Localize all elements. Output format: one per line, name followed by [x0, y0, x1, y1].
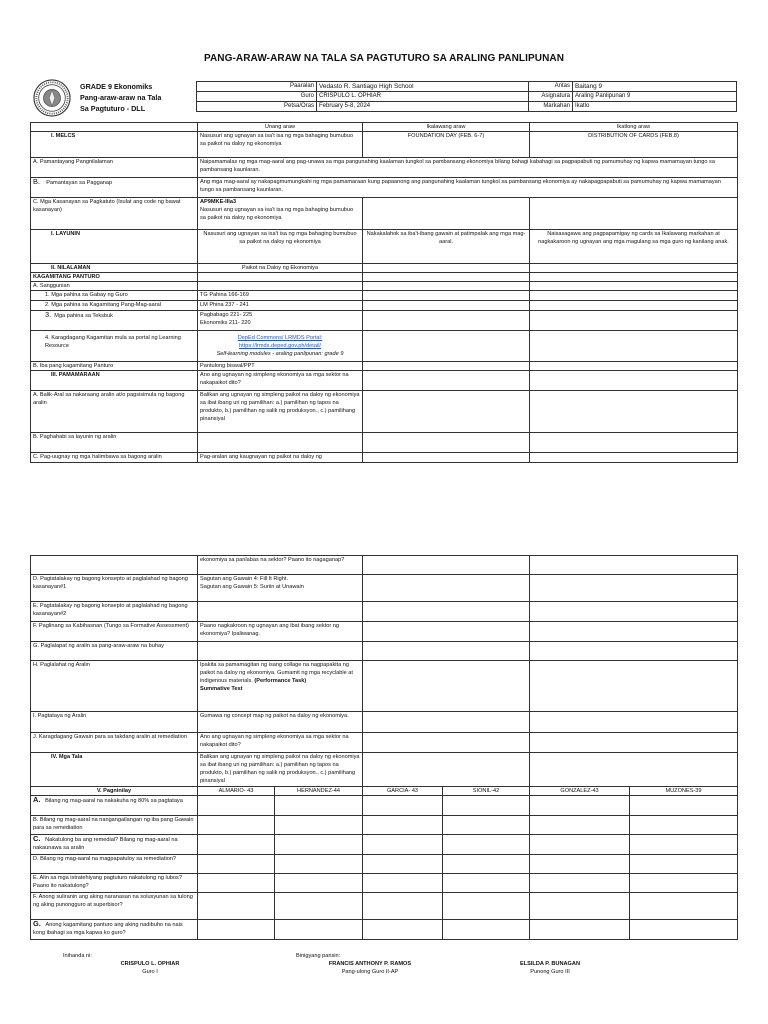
generalization-value — [198, 661, 363, 712]
blank-cell — [530, 371, 738, 391]
examples-row — [31, 453, 738, 463]
head-teacher-name: FRANCIS ANTHONY P. RAMOS — [328, 961, 412, 967]
reflection-d-label: D. Bilang ng mag-aaral na magpapatuloy sa remediation? — [31, 855, 198, 874]
dll-table-page-2 — [30, 555, 738, 940]
blank-cell — [530, 433, 738, 453]
blank-cell — [630, 796, 738, 816]
date-value: February 5-8, 2024 — [317, 102, 529, 112]
generalization-text: Ipakita sa pamamagitan ng isang collage na nagpapakita ng paikot na daloy ng ekonomiya. Gumamit ng mga recyclable at indigenous materials. — [200, 662, 353, 684]
blank-cell — [443, 855, 530, 874]
other-materials-row — [31, 362, 738, 371]
evaluation-row — [31, 712, 738, 733]
blank-cell — [363, 264, 530, 273]
tg-pages-label: 1. Mga pahina sa Gabay ng Guro — [31, 291, 198, 301]
blank-cell — [198, 642, 363, 661]
textbook-1: Pagbabago 221- 225 — [200, 312, 253, 318]
meta-label: Antas — [529, 82, 573, 92]
generalization-label: H. Paglalahat ng Aralin — [31, 661, 198, 712]
blank-cell — [275, 796, 363, 816]
tg-pages-value: TG Pahina 166-169 — [198, 291, 363, 301]
blank-cell — [443, 816, 530, 835]
dll-header-label — [80, 81, 195, 114]
day-2-header: Ikalawang araw — [363, 123, 530, 132]
blank-cell — [198, 282, 363, 291]
blank-cell — [443, 796, 530, 816]
blank-cell — [630, 874, 738, 893]
reflection-row-a — [31, 796, 738, 816]
letter-b: B. — [33, 177, 40, 186]
procedures-row — [31, 371, 738, 391]
application-row — [31, 642, 738, 661]
blank-cell — [530, 273, 738, 282]
blank-cell — [198, 893, 275, 920]
lm-pages-row — [31, 301, 738, 311]
remarks-row — [31, 753, 738, 787]
remarks-value: Balikan ang ugnayan ng simpleng paikot na daloy ng ekonomiya sa ibat ibang uri ng pamilihan: a.) pamilihan ng tapos na produkto, b.) pamilihan ng salik ng produksyon., c.) pamilihang pinansiyal — [198, 753, 363, 787]
blank-cell — [363, 362, 530, 371]
blank-cell — [363, 301, 530, 311]
dll-table-page-1 — [30, 122, 738, 463]
blank-cell — [530, 796, 630, 816]
blank-cell — [198, 602, 363, 622]
competency-label: C. Mga Kasanayan sa Pagkatuto (Isulat ang code ng bawat kasanayan) — [31, 198, 198, 230]
blank-cell — [198, 433, 363, 453]
blank-cell — [198, 816, 275, 835]
discussion-1-label: D. Pagtatalakay ng bagong konsepto at paglalahad ng bagong kasanayan#1 — [31, 575, 198, 602]
blank-cell — [363, 893, 443, 920]
other-materials-label: B. Iba pang kagamitang Panturo — [31, 362, 198, 371]
blank-cell — [530, 453, 738, 463]
mastery-label: F. Paglinang sa Kabihasnan (Tungo sa Formative Assessment) — [31, 622, 198, 642]
reflection-g-text: Anong kagamitang panturo ang aking nadibuho na nais kong ibahagi sa mga kapwa ko guro? — [33, 922, 183, 936]
blank-cell — [198, 855, 275, 874]
blank-cell — [198, 835, 275, 855]
blank-cell — [363, 796, 443, 816]
performance-task-note: (Performance Task) — [254, 678, 307, 684]
objectives-row — [31, 230, 738, 264]
reflection-a-label — [31, 796, 198, 816]
reflection-row-d — [31, 855, 738, 874]
melcs-label: I. MELCS — [31, 132, 198, 158]
blank-cell — [530, 874, 630, 893]
blank-cell — [443, 874, 530, 893]
lr-portal-label: 4. Karagdagang Kagamitan mula sa portal ng Learning Resource — [31, 331, 198, 362]
textbook-pages-value — [198, 311, 363, 331]
lr-portal-row — [31, 331, 738, 362]
blank-cell — [275, 920, 363, 940]
day-1-header: Unang araw — [198, 123, 363, 132]
day-3-header: Ikatlong araw — [530, 123, 738, 132]
blank-cell — [363, 453, 530, 463]
blank-cell — [198, 920, 275, 940]
melcs-row — [31, 132, 738, 158]
prepared-by-label: Inihanda ni: — [63, 953, 92, 959]
blank-cell — [363, 642, 530, 661]
objectives-label: I. LAYUNIN — [31, 230, 198, 264]
textbook-pages-row — [31, 311, 738, 331]
evaluation-value: Gumawa ng concept map ng paikot na daloy ng ekonomiya. — [198, 712, 363, 733]
content-label: II. NILALAMAN — [31, 264, 198, 273]
blank-cell — [198, 874, 275, 893]
blank-cell — [530, 893, 630, 920]
discussion-2-row — [31, 602, 738, 622]
blank-cell — [275, 893, 363, 920]
meta-label: Paaralan — [197, 82, 317, 92]
quarter-value: Ikatlo — [573, 102, 737, 112]
days-row — [31, 123, 738, 132]
performance-standard-text: Pamantayan sa Pagganap — [46, 180, 113, 186]
content-value: Paikot na Daloy ng Ekonomiya — [198, 264, 363, 273]
reflection-e-label: E. Alin sa mga istratehiyang pagtuturo nakatulong ng lubos? Paano ito nakatulong? — [31, 874, 198, 893]
day-2-event: FOUNDATION DAY (FEB. 6-7) — [363, 132, 530, 158]
letter-a: A. — [33, 795, 41, 804]
blank-cell — [363, 733, 530, 753]
review-value: Balikan ang ugnayan ng simpleng paikot na daloy ng ekonomiya sa ibat ibang uri ng pamilihan: a.) pamilihan ng tapos na produkto, b.) pamilihan ng salik ng produksyon., c.) pamilihang pinansiyal — [198, 391, 363, 433]
generalization-row — [31, 661, 738, 712]
dll-label-2: Sa Pagtuturo - DLL — [80, 104, 146, 113]
blank-cell — [363, 874, 443, 893]
lm-pages-label: 2. Mga pahina sa Kagamitang Pang-Mag-aaral — [31, 301, 198, 311]
blank-cell — [31, 123, 198, 132]
signatory-principal — [495, 960, 605, 976]
blank-cell — [530, 291, 738, 301]
discussion-1-row — [31, 575, 738, 602]
purpose-row — [31, 433, 738, 453]
assignment-row — [31, 733, 738, 753]
letter-g: G. — [33, 919, 41, 928]
reflection-b-label: B. Bilang ng mag-aaral na nangangailangan ng iba pang Gawain para sa remediation — [31, 816, 198, 835]
day-3-event: DISTRIBUTION OF CARDS (FEB.8) — [530, 132, 738, 158]
blank-cell — [530, 712, 738, 733]
reflection-row-f — [31, 893, 738, 920]
meta-table — [196, 81, 737, 112]
content-standard-value: Naipamamalas ng mga mag-aaral ang pag-unawa sa mga pangunahing kaalaman tungkol sa pambansang ekonomiya bilang bahagi kabahagi sa pagpapabuti ng pamumuhay ng kapwa mamamayan tungo sa pambansang kaunlaran. — [198, 158, 738, 178]
blank-cell — [363, 920, 443, 940]
blank-cell — [363, 198, 530, 230]
melcs-value: Nasusuri ang ugnayan sa isa't isa ng mga bahaging bumubuo sa paikot na daloy ng ekonomiya — [198, 132, 363, 158]
assignment-value: Ano ang ugnayan ng simpleng ekonomiya sa mga sektor na nakapaikot dito? — [198, 733, 363, 753]
meta-row-teacher — [197, 92, 737, 102]
blank-cell — [530, 661, 738, 712]
signatory-teacher — [105, 960, 195, 976]
teacher-name: CRISPULO L. OPHIAR — [120, 961, 180, 967]
blank-cell — [530, 301, 738, 311]
number-3: 3. — [45, 310, 52, 319]
competency-row — [31, 198, 738, 230]
reflection-header-row — [31, 787, 738, 796]
reflection-f-label: F. Anong suliranin ang aking naranasan na solusyunan sa tulong ng aking punongguro at superbisor? — [31, 893, 198, 920]
textbook-pages-text: Mga pahina sa Teksbuk — [54, 313, 113, 319]
blank-cell — [363, 371, 530, 391]
lr-portal-value — [198, 331, 363, 362]
principal-name: ELSILDA P. BUNAGAN — [520, 961, 580, 967]
materials-label: KAGAMITANG PANTURO — [31, 273, 198, 282]
slm-note: Self-learning modules - araling panlipunan: grade 9 — [216, 351, 344, 357]
blank-cell — [363, 622, 530, 642]
blank-cell — [363, 391, 530, 433]
meta-label: Asignatura — [529, 92, 573, 102]
blank-cell — [530, 198, 738, 230]
head-teacher-position: Pang-ulong Guro II-AP — [341, 969, 399, 975]
meta-row-school — [197, 82, 737, 92]
blank-cell — [363, 712, 530, 733]
blank-cell — [275, 816, 363, 835]
blank-cell — [630, 920, 738, 940]
summative-test-note: Summative Test — [200, 686, 243, 692]
reflection-label: V. Pagninilay — [31, 787, 198, 796]
blank-cell — [530, 575, 738, 602]
deped-seal-icon — [33, 79, 71, 117]
procedures-label: III. PAMAMARAAN — [31, 371, 198, 391]
grade-label: GRADE 9 Ekonomiks — [80, 82, 153, 91]
meta-label: Guro — [197, 92, 317, 102]
blank-cell — [530, 264, 738, 273]
blank-cell — [198, 796, 275, 816]
principal-position: Punong Guro III — [530, 969, 570, 975]
blank-cell — [363, 282, 530, 291]
blank-cell — [198, 273, 363, 282]
blank-cell — [443, 920, 530, 940]
section-muzones: MUZONES-39 — [630, 787, 738, 796]
blank-cell — [530, 835, 630, 855]
blank-cell — [530, 920, 630, 940]
activity-4: Sagutan ang Gawain 4: Fill It Right. — [200, 576, 288, 582]
blank-cell — [363, 602, 530, 622]
lrmds-link[interactable]: https://lrmds.deped.gov.ph/detail/ — [239, 343, 321, 349]
blank-cell — [363, 835, 443, 855]
section-hernandez: HERNANDEZ-44 — [275, 787, 363, 796]
review-row — [31, 391, 738, 433]
performance-standard-value: Ang mga mag-aaral ay nakapagmumungkahi ng mga pamamaraan kung papaanong ang pangunahing kaalaman tungkol sa pambansang ekonomiya ay nakapagpapabuti sa pamumuhay ng kapwa mamamayan tungo sa pambansang kaunlaran. — [198, 178, 738, 198]
blank-cell — [530, 556, 738, 575]
reflection-row-g — [31, 920, 738, 940]
lr-portal-url — [200, 342, 360, 350]
objective-day-3: Naisasagawa ang pagpapamigay ng cards sa Ikalawang markahan at nagkakaroon ng ugnayan ang mga magulang sa mga guro ng kanilang anak. — [530, 230, 738, 264]
deped-commons-link[interactable]: DepEd Commons/ LRMDS Portal: — [237, 335, 323, 341]
blank-cell — [530, 753, 738, 787]
noted-by-label: Binigyang pansin: — [296, 953, 341, 959]
discussion-1-value — [198, 575, 363, 602]
dll-label: Pang-araw-araw na Tala — [80, 93, 162, 102]
assignment-label: J. Karagdagang Gawain para sa takdang aralin at remediation — [31, 733, 198, 753]
discussion-2-label: E. Pagtatalakay ng bagong konsepto at paglalahad ng bagong kasanayan#2 — [31, 602, 198, 622]
competency-value — [198, 198, 363, 230]
purpose-label: B. Paghahabi sa layunin ng aralin — [31, 433, 198, 453]
reflection-row-e — [31, 874, 738, 893]
blank-cell — [530, 311, 738, 331]
content-standard-row — [31, 158, 738, 178]
section-almario: ALMARIO- 43 — [198, 787, 275, 796]
blank-cell — [630, 893, 738, 920]
blank-cell — [530, 816, 630, 835]
letter-c: C. — [33, 834, 41, 843]
blank-cell — [530, 733, 738, 753]
blank-cell — [530, 642, 738, 661]
procedures-value: Ano ang ugnayan ng simpleng ekonomiya sa mga sektor na nakapaikot dito? — [198, 371, 363, 391]
continuation-value: ekonomiya sa panlabas na sektor? Paano ito nagaganap? — [198, 556, 363, 575]
blank-cell — [363, 311, 530, 331]
meta-row-date — [197, 102, 737, 112]
blank-cell — [363, 753, 530, 787]
meta-label: Markahan — [529, 102, 573, 112]
reflection-g-label — [31, 920, 198, 940]
blank-cell — [630, 816, 738, 835]
lr-portal-title — [200, 334, 360, 342]
grade-value: Baitang 9 — [573, 82, 737, 92]
activity-5: Sagutan ang Gawain 5: Suriin at Unawain — [200, 584, 304, 590]
blank-cell — [363, 661, 530, 712]
review-label: A. Balik-Aral sa nakaraang aralin at/o pagsisimula ng bagong aralin — [31, 391, 198, 433]
references-row — [31, 282, 738, 291]
school-value: Vedasto R. Santiago High School — [317, 82, 529, 92]
mastery-value: Paano nagkakroon ng ugnayan ang ibat ibang sektor ng ekonomiya? Ipaliwanag. — [198, 622, 363, 642]
blank-cell — [363, 291, 530, 301]
application-label: G. Paglalapat ng aralin sa pang-araw-araw na buhay — [31, 642, 198, 661]
tg-pages-row — [31, 291, 738, 301]
lm-pages-value: LM Phina 237 - 241 — [198, 301, 363, 311]
blank-cell — [443, 835, 530, 855]
blank-cell — [530, 622, 738, 642]
blank-cell — [630, 835, 738, 855]
textbook-pages-label — [31, 311, 198, 331]
blank-cell — [363, 575, 530, 602]
competency-code: AP9MKE-IIIa3 — [200, 199, 237, 205]
blank-cell — [31, 556, 198, 575]
section-garcia: GARCIA- 43 — [363, 787, 443, 796]
references-label: A. Sanggunian — [31, 282, 198, 291]
remarks-label: IV. Mga Tala — [31, 753, 198, 787]
blank-cell — [530, 331, 738, 362]
blank-cell — [530, 362, 738, 371]
blank-cell — [530, 391, 738, 433]
reflection-row-c — [31, 835, 738, 855]
meta-label: Petsa/Oras — [197, 102, 317, 112]
other-materials-value: Pantulong biswal/PPT — [198, 362, 363, 371]
teacher-value: CRISPULO L. OPHIAR — [317, 92, 529, 102]
competency-text: Nasusuri ang ugnayan sa isa't isa ng mga bahaging bumubuo sa paikot na daloy ng ekonomiya — [200, 207, 354, 221]
blank-cell — [275, 874, 363, 893]
blank-cell — [275, 835, 363, 855]
objective-day-2: Nakakalahok sa iba't-ibang gawain at patimpalak ang mga mag-aaral. — [363, 230, 530, 264]
content-standard-label: A. Pamantayang Pangnilalaman — [31, 158, 198, 178]
content-row — [31, 264, 738, 273]
performance-standard-row — [31, 178, 738, 198]
continuation-row — [31, 556, 738, 575]
signatory-head-teacher — [305, 960, 435, 976]
reflection-c-label — [31, 835, 198, 855]
mastery-row — [31, 622, 738, 642]
materials-row — [31, 273, 738, 282]
blank-cell — [363, 816, 443, 835]
blank-cell — [363, 433, 530, 453]
textbook-2: Ekonomiks 211- 220 — [200, 320, 251, 326]
section-sionil: SIONIL-42 — [443, 787, 530, 796]
teacher-position: Guro I — [142, 969, 158, 975]
performance-standard-label — [31, 178, 198, 198]
section-gonzalez: GONZALEZ-43 — [530, 787, 630, 796]
blank-cell — [363, 331, 530, 362]
blank-cell — [530, 855, 630, 874]
blank-cell — [363, 855, 443, 874]
reflection-c-text: Nakatulong ba ang remedial? Bilang ng mag-aaral na nakaunawa sa aralin — [33, 837, 178, 851]
blank-cell — [530, 602, 738, 622]
objective-day-1: Nasusuri ang ugnayan sa isa't isa ng mga bahaging bumubuo sa paikot na daloy ng ekonomiya — [198, 230, 363, 264]
examples-value: Pag-aralan ang kaugnayan ng paikot na daloy ng — [198, 453, 363, 463]
evaluation-label: I. Pagtataya ng Aralin — [31, 712, 198, 733]
blank-cell — [530, 282, 738, 291]
blank-cell — [363, 556, 530, 575]
reflection-a-text: Bilang ng mag-aaral na nakakuha ng 80% sa pagtataya — [45, 798, 183, 804]
reflection-row-b — [31, 816, 738, 835]
examples-label: C. Pag-uugnay ng mga halimbawa sa bagong aralin — [31, 453, 198, 463]
subject-value: Araling Panlipunan 9 — [573, 92, 737, 102]
document-title: PANG-ARAW-ARAW NA TALA SA PAGTUTURO SA ARALING PANLIPUNAN — [203, 53, 565, 64]
blank-cell — [363, 273, 530, 282]
blank-cell — [443, 893, 530, 920]
blank-cell — [630, 855, 738, 874]
blank-cell — [275, 855, 363, 874]
